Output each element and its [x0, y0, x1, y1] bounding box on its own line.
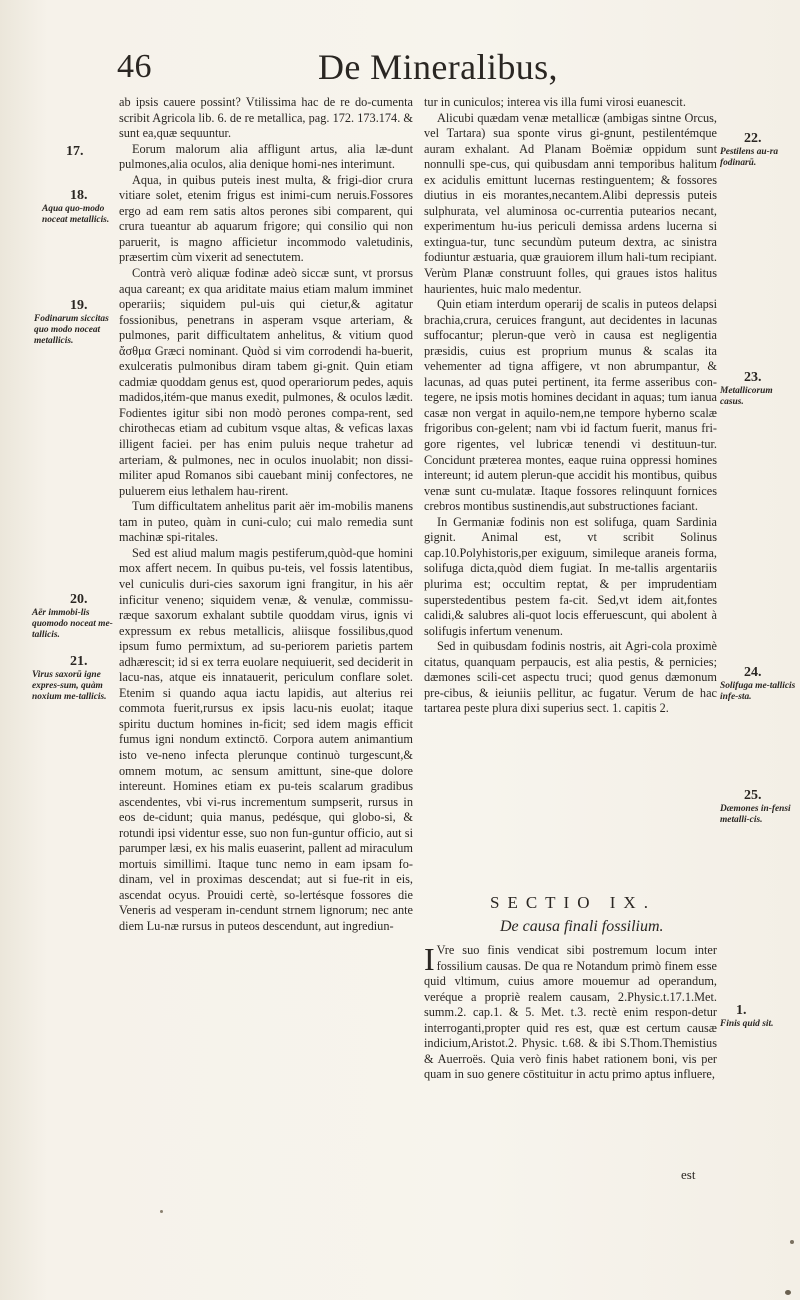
margin-number: 25. [744, 788, 762, 803]
paragraph: Quin etiam interdum operarij de scalis in puteos delapsi brachia,crura, ceruices frangunt, aut decidentes in lacunas suffocantur; plerun-que verò in causa est negligentia præsidis, cuius est proprium munus & scalas ita vehementer ad tigna affigere, vt non abrumpantur, & lacunas, ad quas putei pertinent, ita ferme asseribus con-tegere, ne ipsis motis homines decidant in aquas; tum ianua casæ non vergat in aquilo-nem,ne tempore hyberno scalæ frigoribus con-gelent; nam vbi id factum fuerit, manus fri-gore rigentes, vel lubricæ tenendi vi destituun-tur. Concidunt præterea montes, eaque ruina oppressi homines intereunt; id autem plerun-que accidit his montibus, quibus venæ sunt cu-mulatæ. Itaque fossores relinquunt fornices crebros montibus sustinendis,aut substructiones faciant. [424, 297, 717, 514]
right-column [424, 95, 717, 717]
ink-stain [785, 1290, 791, 1295]
paragraph: Contrà verò aliquæ fodinæ adeò siccæ sunt, vt prorsus aqua careant; ex qua ariditate maius etiam malum imminet operariis; siquidem pul-uis qui cietur,& agitatur fossionibus, penetrans in asperam vsque arteriam, & pulmones, parit difficultatem anhelitus, & vitium quod ἄσθμα Græci nominant. Quòd si vim corrodendi ha-buerit, exulceratis pulmonibus diram tabem gi-gnit. Quin etiam cadmiæ quoddam genus est, quod operariorum pedes, aquis madidos,itém-que manus exedit, pulmones, & oculos lædit. Fodientes igitur sibi non modò perones compa-rent, sed chirothecas etiam ad cubitum vsque altas, & veficas laxas illigent faciei. per has enim puluis neque trahetur ad arteriam, & pulmones, nec in oculos inuolabit; non dissi-militer apud Romanos sibi cauebant minij confectores, ne puluerem eius lethalem hau-rirent. [119, 266, 413, 498]
page-header [0, 42, 800, 92]
margin-note: Solifuga me-tallicis infe-sta. [720, 681, 796, 702]
margin-note: Aër immobi-lis quomodo noceat me-tallicis. [32, 608, 113, 640]
left-column [119, 95, 413, 935]
margin-note: Dæmones in-fensi metalli-cis. [720, 804, 791, 825]
margin-number: 21. [70, 654, 88, 669]
section-heading: SECTIO IX. [490, 893, 656, 912]
margin-number: 1. [736, 1003, 747, 1018]
paragraph: In Germaniæ fodinis non est solifuga, quam Sardinia gignit. Animal est, vt scribit Solinus cap.10.Polyhistoris,per exiguum, simileque araneis forma, solifuga dicta,quòd diem fugiat. In me-tallis argentariis plurima est; occultim reptat, & per imprudentiam superstedentibus pestem fa-cit. Sed,vt idem ait,fontes calidi,& salubres ali-quot locis efferuescunt, qui abolent à solifugis infertum venenum. [424, 514, 717, 638]
catchword: est [681, 1167, 696, 1182]
paragraph: Tum difficultatem anhelitus parit aër im-mobilis manens tam in puteo, quàm in cuni-culo; cui malo remedia sunt machinæ spi-ritales. [119, 499, 413, 545]
margin-number: 17. [66, 144, 84, 159]
section-paragraph [424, 943, 717, 1083]
margin-number: 23. [744, 370, 762, 385]
section-subtitle: De causa finali fossilium. [500, 918, 664, 935]
running-title: De Mineralibus, [318, 47, 558, 87]
margin-number: 18. [70, 188, 88, 203]
margin-number: 22. [744, 131, 762, 146]
paragraph: Alicubi quædam venæ metallicæ (ambigas sintne Orcus, vel Tartara) sua sponte virus gi-gnunt, pestilentémque auram exhalant. Ad Planam Boëmiæ oppidum sunt nonnulli spe-cus, qui quibusdam anni temporibus halitum ex acidulis emittunt lucernas restinguentem; & fossores diutius in eis morantes,necantem.Alibi depressis puteis sulphurata, vel aluminosa oc-currentia putearios necant, experimentum hu-ius periculi demissa ardens lucerna si extingua-tur, tunc secundùm puteum dextra, ac sinistra fodiuntur æstuaria, quæ grauiorem illum hali-tum recipiant. Verùm Planæ construunt folles, qui graues istos halitus haurientes, huic malo medentur. [424, 110, 718, 296]
ink-stain [790, 1240, 794, 1244]
page-number: 46 [117, 48, 152, 85]
margin-number: 20. [70, 592, 88, 607]
margin-note: Finis quid sit. [720, 1019, 774, 1029]
margin-number: 19. [70, 298, 88, 313]
margin-note: Virus saxorū igne expres-sum, quàm noxium me-tallicis. [32, 670, 107, 702]
ink-stain [160, 1210, 163, 1213]
margin-note: Aqua quo-modo noceat metallicis. [42, 204, 110, 225]
margin-note: Metallicorum casus. [720, 386, 773, 407]
paragraph: Aqua, in quibus puteis inest multa, & frigi-dior crura vitiare solet, etenim frigus est inimi-cum neruis.Fossores ergo ad eam rem satis altos perones sibi comparent, qui crura tueantur ab aquarum frigore; qui consilio qui non paruerit, is magno afficietur incommodo valetudinis, præsertim cùm vixerit ad senectutem. [119, 172, 413, 265]
margin-note: Fodinarum siccitas quo modo noceat metallicis. [34, 314, 109, 346]
paragraph: Eorum malorum alia affligunt artus, alia læ-dunt pulmones,alia oculos, alia denique homi-nes interimunt. [119, 141, 413, 172]
section-text: Vre suo finis vendicat sibi postremum locum inter fossilium causas. De qua re Notandum primò finem esse quid vltimum, cuius amore mouemur ad operandum, veréque a propriè realem causam, 2.Physic.t.17.1.Met. summ.2. cap.1. & 5. Met. t.3. rectè enim respon-detur interroganti,propter quid res est, quæ est certum causæ indicium,Aristot.2. Physic. t.68. & ibi S.Thom.Themistius & Auerroës. Quia verò finis habet rationem boni, vis per quam in suo genere cōstituitur in actu primo aptus influere, [424, 943, 717, 1082]
paragraph: tur in cuniculos; interea vis illa fumi virosi euanescit. [424, 95, 686, 109]
drop-cap: I [424, 941, 435, 977]
paragraph: ab ipsis cauere possint? Vtilissima hac de re do-cumenta scribit Agricola lib. 6. de re metallica, pag. 172. 173.174. & sunt ea,quæ sequuntur. [119, 95, 413, 141]
paragraph: Sed in quibusdam fodinis nostris, ait Agri-cola proximè citatus, quanquam perpaucis, est alia pestis, & pernicies; dæmones scili-cet aspectu truci; quod genus dæmonum pre-cibus, & ieiuniis pellitur, ac fugatur. Verum de hac tartarea peste plura dixi superius sect. 1. capitis 2. [424, 639, 717, 716]
margin-number: 24. [744, 665, 762, 680]
paragraph: Sed est aliud malum magis pestiferum,quòd-que homini mox affert necem. In quibus pu-teis, vel fossis latentibus, vel cuniculis duri-cies saxorum igni frangitur, in his aër inficitur veneno; siquidem venæ, & venulæ, commissu-ræque saxorum exhalant subtile quoddam virus, ignis vi expressum ex rebus metallicis, aliisque fossilibus,quod ipsum fumo permixtum, ad su-periorem parietis partem adhærescit; id si ex terra euolare nequiuerit, sed deciderit in lacu-nas, atque eis innatauerit, periculum conflare solet. Etenim si quando aqua iactu lapidis, aut alterius rei commota fuerit,rursus ex ipsis lacu-nis euolat; itaque spiritu ductum homines in-ficit; sed idem magis efficit fumus igni nondum extinctō. Corpora autem animantium isto ve-neno infecta plerunque continuò turgescunt,& omnem motum, ac sensum amittunt, sine-que dolore intereunt. Homines etiam ex pu-teis scalarum gradibus ascendentes, vbi vi-rus incrementum sumpserit, rursus in eos de-cidunt; quia manus, pedésque, qui globo-si, & rotundi ipsi videntur esse, suo non fun-guntur officio, aut si parumper læsi, ex his malis euaserint, pallent ad miraculum mortuis simillimi. Itaque tunc nemo in eam ipsam fo-dinam, vel in proximas descendat; aut si fue-rit in eis, ascendat ocyus. Prouidi certè, so-lertésque fossores die Veneris ad vesperam in-cendunt strnem lignorum; nec ante diem Lu-næ rursus in puteos descendunt, aut ingrediun- [119, 545, 413, 933]
margin-note: Pestilens au-ra fodinarū. [720, 147, 779, 168]
